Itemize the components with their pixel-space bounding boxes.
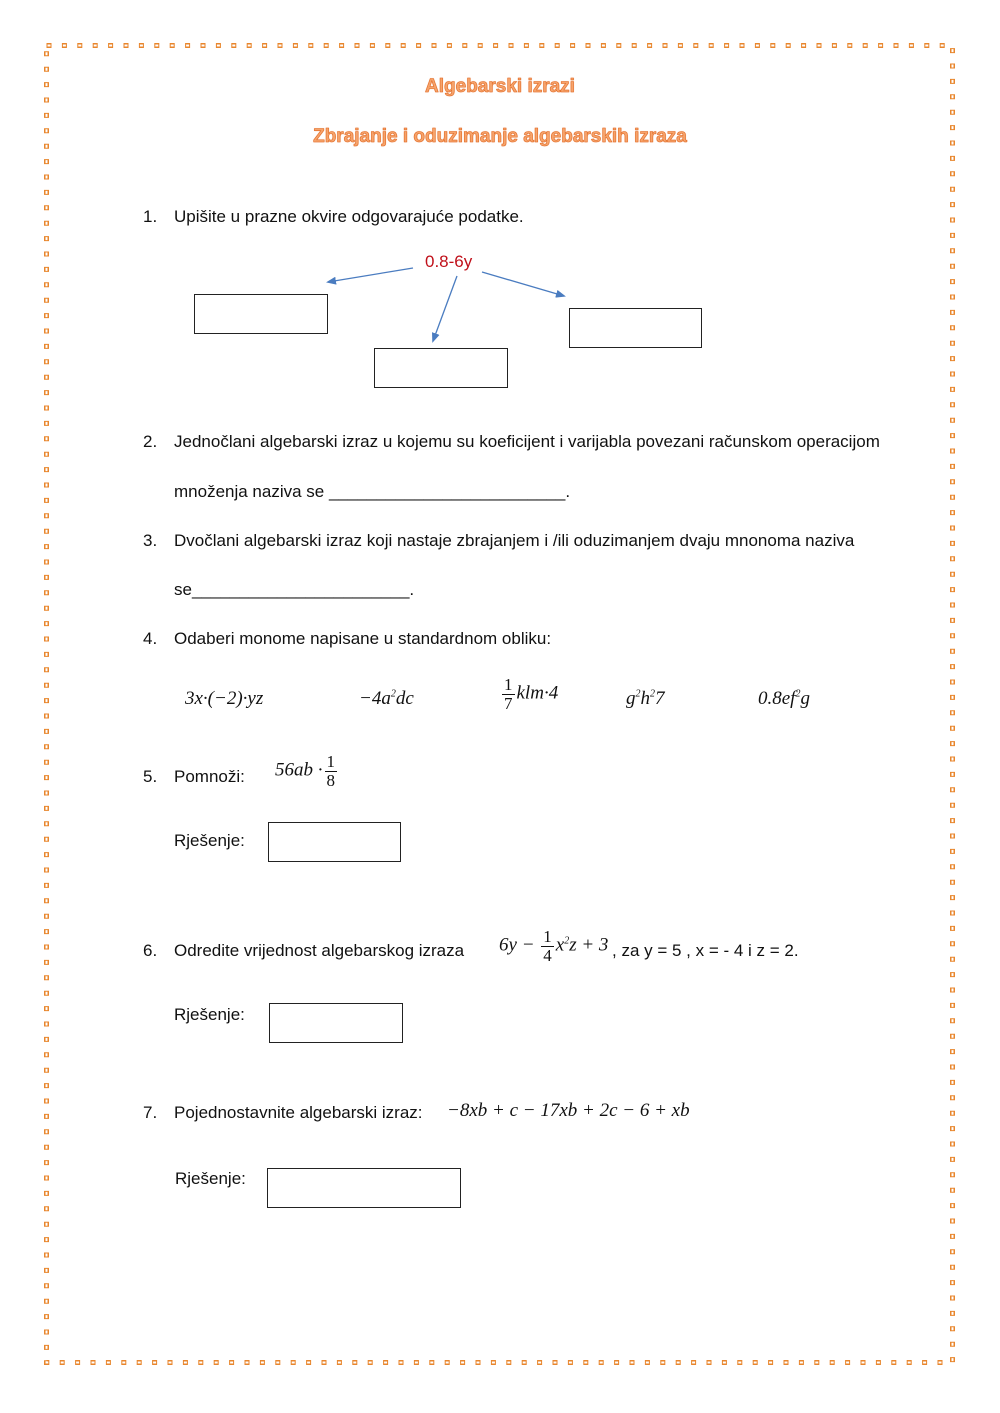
- question-5-expression: [275, 753, 339, 790]
- question-3-line1: Dvočlani algebarski izraz koji nastaje zbrajanjem i /ili oduzimanjem dvaju mnonoma naziva: [174, 531, 855, 550]
- question-4-number: 4.: [143, 629, 158, 648]
- question-1-text: Upišite u prazne okvire odgovarajuće podatke.: [174, 207, 524, 226]
- question-7-solution-label: Rješenje:: [175, 1169, 246, 1188]
- question-6-number: 6.: [143, 941, 158, 960]
- question-6-expression: 6y − $\frac{1}{4}$ $x^2z + 3$: [499, 927, 609, 965]
- question-7-expression: −8xb + c − 17xb + 2c − 6 + xb: [447, 1100, 690, 1121]
- question-2-number: 2.: [143, 432, 158, 451]
- monomial-option-4[interactable]: $g^2h^27$: [626, 688, 665, 709]
- question-4-text: Odaberi monome napisane u standardnom obliku:: [174, 629, 552, 648]
- question-3-line2: se_______________________.: [174, 580, 415, 599]
- q7-answer-box[interactable]: [267, 1168, 461, 1208]
- question-5-number: 5.: [143, 767, 158, 786]
- question-5-solution-label: Rješenje:: [174, 831, 245, 850]
- question-7-number: 7.: [143, 1103, 158, 1122]
- question-7-text: Pojednostavnite algebarski izraz:: [174, 1103, 423, 1122]
- question-5-text: Pomnoži:: [174, 767, 245, 786]
- arrow-middle: [433, 276, 457, 341]
- q6-answer-box[interactable]: [269, 1003, 403, 1043]
- q1-answer-box-middle[interactable]: [374, 348, 508, 388]
- question-2-line1: Jednočlani algebarski izraz u kojemu su koeficijent i varijabla povezani računskom operacijom: [174, 432, 880, 451]
- q5-expr-main: 56ab ·: [275, 759, 323, 781]
- question-6-suffix: , za y = 5 , x = - 4 i z = 2.: [612, 941, 799, 960]
- worksheet-title: Algebarski izrazi: [425, 76, 575, 97]
- question-6-text: Odredite vrijednost algebarskog izraza: [174, 941, 465, 960]
- q5-answer-box[interactable]: [268, 822, 401, 862]
- monomial-option-5[interactable]: $0.8ef^2g$: [758, 688, 810, 709]
- question-2-line2: množenja naziva se _________________________.: [174, 482, 571, 501]
- q1-answer-box-right[interactable]: [569, 308, 702, 348]
- q5-frac-num: 1: [326, 752, 335, 771]
- q5-frac-den: 8: [326, 770, 335, 790]
- question-1-expression: 0.8-6y: [425, 252, 473, 271]
- monomial-option-2[interactable]: $-4a^2dc$: [359, 688, 414, 709]
- question-6-solution-label: Rješenje:: [174, 1005, 245, 1024]
- monomial-option-1[interactable]: 3x·(−2)·yz: [185, 688, 264, 709]
- arrow-left: [328, 268, 413, 282]
- question-1-number: 1.: [143, 207, 158, 226]
- question-3-number: 3.: [143, 531, 158, 550]
- q1-answer-box-left[interactable]: [194, 294, 328, 334]
- worksheet-subtitle: Zbrajanje i oduzimanje algebarskih izraza: [313, 126, 687, 147]
- arrow-right: [482, 272, 564, 296]
- monomial-option-3[interactable]: $\frac{1}{7}$ klm·4: [504, 675, 559, 713]
